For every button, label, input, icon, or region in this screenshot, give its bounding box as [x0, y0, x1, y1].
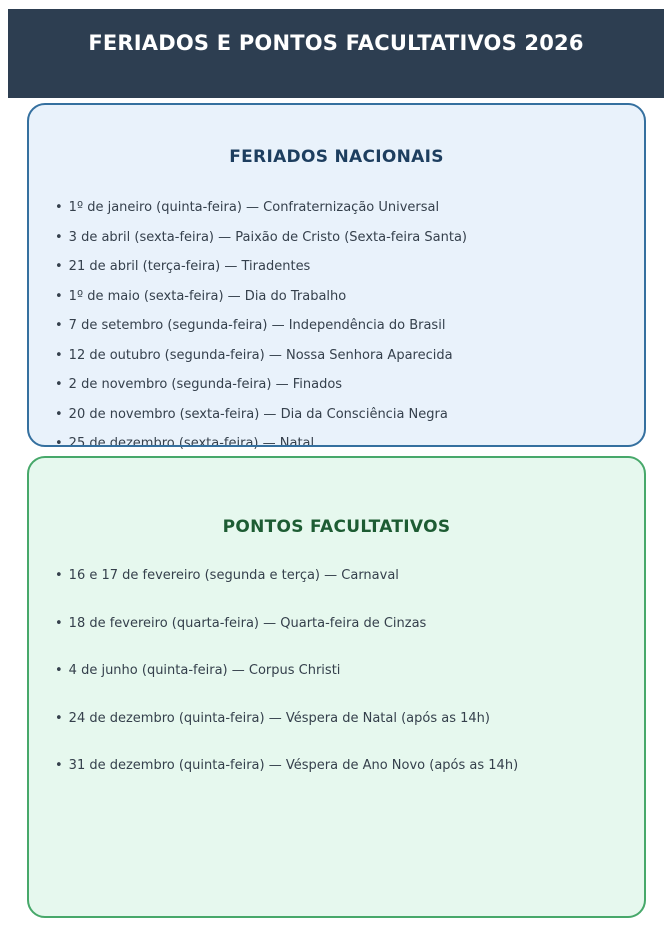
- list-item: [55, 341, 628, 371]
- bullet-icon: •: [55, 200, 63, 215]
- holiday-text: 3 de abril (sexta-feira) — Paixão de Cristo (Sexta-feira Santa): [68, 229, 467, 245]
- optional-holidays-list: [27, 552, 646, 790]
- holiday-text: 1º de maio (sexta-feira) — Dia do Trabalho: [68, 288, 347, 304]
- list-item: [55, 282, 628, 312]
- list-item: [55, 370, 628, 400]
- list-item: [55, 429, 628, 459]
- holiday-text: 18 de fevereiro (quarta-feira) — Quarta-feira de Cinzas: [68, 615, 427, 631]
- list-item: [55, 193, 628, 223]
- bullet-icon: •: [55, 663, 63, 678]
- list-item: [55, 695, 628, 743]
- holiday-text: 4 de junho (quinta-feira) — Corpus Christi: [68, 663, 341, 678]
- bullet-icon: •: [55, 259, 63, 274]
- bullet-icon: •: [55, 377, 63, 392]
- holiday-text: 31 de dezembro (quinta-feira) — Véspera de Ano Novo (após as 14h): [68, 758, 519, 773]
- holiday-text: 7 de setembro (segunda-feira) — Independência do Brasil: [68, 318, 446, 333]
- bullet-icon: •: [55, 436, 63, 451]
- holiday-text: 25 de dezembro (sexta-feira) — Natal: [68, 436, 315, 451]
- bullet-icon: •: [55, 406, 63, 422]
- bullet-icon: •: [55, 710, 63, 726]
- feriados-nacionais-card: [27, 103, 646, 451]
- bullet-icon: •: [55, 229, 63, 245]
- page-title: FERIADOS E PONTOS FACULTATIVOS 2026: [88, 31, 584, 55]
- list-item: [55, 311, 628, 341]
- list-item: [55, 223, 628, 253]
- holiday-text: 24 de dezembro (quinta-feira) — Véspera de Natal (após as 14h): [68, 710, 490, 726]
- bullet-icon: •: [55, 568, 63, 583]
- list-item: [55, 600, 628, 648]
- pontos-facultativos-card: [27, 456, 646, 918]
- bullet-icon: •: [55, 288, 63, 304]
- bullet-icon: •: [55, 758, 63, 773]
- bullet-icon: •: [55, 318, 63, 333]
- national-holidays-list: [27, 193, 646, 459]
- list-item: [55, 400, 628, 430]
- pontos-facultativos-title: PONTOS FACULTATIVOS: [222, 517, 451, 537]
- holiday-text: 21 de abril (terça-feira) — Tiradentes: [68, 259, 311, 274]
- holiday-text: 20 de novembro (sexta-feira) — Dia da Consciência Negra: [68, 406, 448, 422]
- bullet-icon: •: [55, 347, 63, 363]
- list-item: [55, 252, 628, 282]
- list-item: [55, 742, 628, 790]
- holiday-text: 16 e 17 de fevereiro (segunda e terça) — Carnaval: [68, 568, 399, 583]
- list-item: [55, 647, 628, 695]
- holiday-text: 1º de janeiro (quinta-feira) — Confraternização Universal: [68, 200, 440, 215]
- holiday-text: 2 de novembro (segunda-feira) — Finados: [68, 377, 343, 392]
- feriados-nacionais-title: FERIADOS NACIONAIS: [229, 147, 444, 167]
- holiday-text: 12 de outubro (segunda-feira) — Nossa Senhora Aparecida: [68, 347, 453, 363]
- list-item: [55, 552, 628, 600]
- bullet-icon: •: [55, 615, 63, 631]
- header-banner: [8, 9, 664, 98]
